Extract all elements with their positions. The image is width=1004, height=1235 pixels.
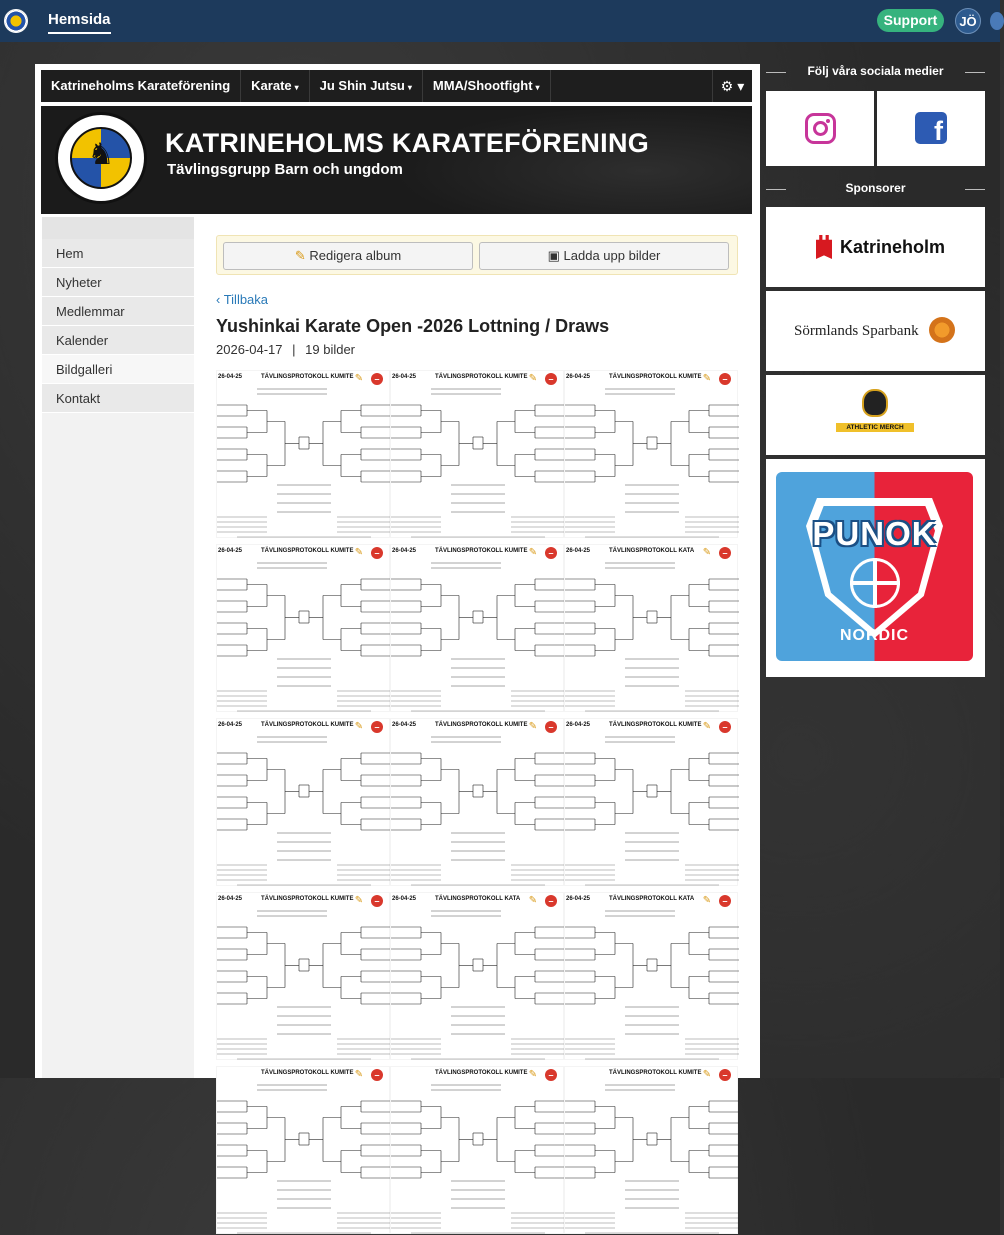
album-thumbnail[interactable]: [564, 718, 738, 886]
instagram-link[interactable]: [766, 91, 874, 166]
thumbnail-date: 26-04-25: [392, 374, 417, 380]
delete-icon[interactable]: –: [545, 895, 557, 907]
admin-toolbar: [216, 235, 738, 275]
bracket-drawing: [217, 907, 391, 1061]
club-logo-icon[interactable]: [4, 9, 28, 33]
pencil-icon[interactable]: ✎: [702, 721, 712, 732]
delete-icon[interactable]: –: [371, 1069, 383, 1081]
nav-karate-label: Karate: [251, 78, 292, 93]
home-link[interactable]: Hemsida: [48, 11, 111, 34]
image-grid: [216, 370, 738, 1080]
punok-wordmark: PUNOK: [812, 515, 937, 552]
sidebar-item-hem[interactable]: Hem: [42, 239, 194, 268]
katrineholm-crest-icon: [816, 235, 832, 259]
edit-album-button[interactable]: [223, 242, 473, 270]
sponsor-katrineholm[interactable]: [766, 207, 985, 287]
pencil-icon[interactable]: ✎: [702, 1069, 712, 1080]
main-panel: [35, 64, 760, 1078]
facebook-link[interactable]: [877, 91, 985, 166]
pencil-icon[interactable]: ✎: [354, 547, 364, 558]
bracket-drawing: [565, 733, 739, 887]
thumbnail-title: TÄVLINGSPROTOKOLL KUMITE: [435, 722, 528, 728]
chevron-down-icon: ▾: [294, 83, 299, 92]
delete-icon[interactable]: –: [371, 895, 383, 907]
sponsor-athletic-merch-name: ATHLETIC MERCH: [836, 423, 914, 432]
punok-nordic-label: NORDIC: [839, 627, 910, 644]
album-image-count: 19 bilder: [305, 342, 356, 357]
pencil-icon[interactable]: ✎: [702, 547, 712, 558]
bracket-drawing: [391, 907, 565, 1061]
pencil-icon[interactable]: ✎: [528, 1069, 538, 1080]
nav-karate[interactable]: [241, 70, 309, 102]
sidebar-item-kontakt[interactable]: Kontakt: [42, 384, 194, 413]
sponsor-katrineholm-name: Katrineholm: [840, 237, 946, 257]
pencil-icon[interactable]: ✎: [354, 895, 364, 906]
album-thumbnail[interactable]: [216, 370, 390, 538]
delete-icon[interactable]: –: [545, 1069, 557, 1081]
thumbnail-date: 26-04-25: [392, 722, 417, 728]
image-icon: ▣: [547, 248, 560, 263]
sparbank-sun-icon: [929, 317, 955, 343]
thumbnail-title: TÄVLINGSPROTOKOLL KUMITE: [261, 374, 354, 380]
settings-button[interactable]: [712, 70, 752, 102]
album-thumbnail[interactable]: [564, 892, 738, 1060]
chevron-down-icon: ▾: [535, 83, 540, 92]
punok-logo: [776, 472, 973, 661]
meta-separator: |: [292, 342, 296, 357]
album-thumbnail[interactable]: [216, 892, 390, 1060]
nav-mma[interactable]: [423, 70, 551, 102]
thumbnail-title: TÄVLINGSPROTOKOLL KUMITE: [261, 1070, 354, 1076]
album-thumbnail[interactable]: [564, 544, 738, 712]
sponsor-athletic-merch[interactable]: [766, 375, 985, 455]
thumbnail-date: 26-04-25: [392, 548, 417, 554]
chevron-down-icon: ▾: [407, 83, 412, 92]
instagram-icon: [805, 113, 836, 144]
bracket-drawing: [217, 559, 391, 713]
support-button[interactable]: Support: [877, 9, 944, 32]
album-thumbnail[interactable]: [390, 370, 564, 538]
pencil-icon[interactable]: ✎: [528, 895, 538, 906]
delete-icon[interactable]: –: [545, 373, 557, 385]
thumbnail-title: TÄVLINGSPROTOKOLL KATA: [609, 548, 695, 554]
sponsor-sormlands-sparbank[interactable]: [766, 291, 985, 371]
thumbnail-title: TÄVLINGSPROTOKOLL KUMITE: [435, 374, 528, 380]
delete-icon[interactable]: –: [719, 895, 731, 907]
bracket-drawing: [217, 1081, 391, 1235]
sidebar-item-nyheter[interactable]: Nyheter: [42, 268, 194, 297]
album-content: [216, 235, 738, 1080]
album-thumbnail[interactable]: [564, 370, 738, 538]
bracket-drawing: [565, 1081, 739, 1235]
pencil-icon[interactable]: ✎: [702, 373, 712, 384]
site-banner: [41, 106, 752, 214]
thumbnail-title: TÄVLINGSPROTOKOLL KATA: [609, 896, 695, 902]
delete-icon[interactable]: –: [371, 547, 383, 559]
nav-brand[interactable]: Katrineholms Karateförening: [41, 70, 241, 102]
bracket-drawing: [391, 385, 565, 539]
thumbnail-title: TÄVLINGSPROTOKOLL KUMITE: [435, 548, 528, 554]
edit-album-label: Redigera album: [309, 248, 402, 263]
bracket-drawing: [391, 733, 565, 887]
thumbnail-date: 26-04-25: [566, 374, 591, 380]
thumbnail-title: TÄVLINGSPROTOKOLL KUMITE: [609, 722, 702, 728]
album-thumbnail[interactable]: [390, 544, 564, 712]
social-heading: Följ våra sociala medier: [766, 64, 985, 80]
pencil-icon[interactable]: ✎: [702, 895, 712, 906]
sidebar-item-bildgalleri[interactable]: Bildgalleri: [42, 355, 194, 384]
bracket-drawing: [565, 559, 739, 713]
thumbnail-date: 26-04-25: [566, 722, 591, 728]
thumbnail-title: TÄVLINGSPROTOKOLL KUMITE: [609, 374, 702, 380]
pencil-icon[interactable]: ✎: [528, 721, 538, 732]
bracket-drawing: [565, 385, 739, 539]
back-link[interactable]: ‹ Tillbaka: [216, 292, 269, 307]
gear-icon: ⚙ ▾: [720, 78, 745, 94]
pencil-icon[interactable]: ✎: [528, 547, 538, 558]
album-thumbnail[interactable]: [216, 544, 390, 712]
bracket-drawing: [217, 385, 391, 539]
bracket-drawing: [565, 907, 739, 1061]
site-navbar: [41, 70, 752, 102]
album-thumbnail[interactable]: [390, 718, 564, 886]
album-thumbnail[interactable]: [390, 892, 564, 1060]
delete-icon[interactable]: –: [545, 547, 557, 559]
album-date: 2026-04-17: [216, 342, 283, 357]
banner-title: KATRINEHOLMS KARATEFÖRENING: [165, 128, 650, 158]
nav-jushinjutsu[interactable]: [310, 70, 423, 102]
thumbnail-date: 26-04-25: [566, 896, 591, 902]
upload-images-button[interactable]: [479, 242, 729, 270]
top-bar: [0, 0, 1000, 42]
thumbnail-date: 26-04-25: [218, 722, 243, 728]
album-meta: [216, 342, 355, 357]
delete-icon[interactable]: –: [719, 1069, 731, 1081]
app-icon[interactable]: [990, 12, 1004, 30]
bracket-drawing: [391, 559, 565, 713]
delete-icon[interactable]: –: [371, 373, 383, 385]
nav-jushinjutsu-label: Ju Shin Jutsu: [319, 78, 405, 93]
album-thumbnail[interactable]: [564, 1066, 738, 1234]
thumbnail-title: TÄVLINGSPROTOKOLL KATA: [435, 896, 521, 902]
pencil-icon[interactable]: ✎: [354, 1069, 364, 1080]
thumbnail-title: TÄVLINGSPROTOKOLL KUMITE: [261, 548, 354, 554]
thumbnail-title: TÄVLINGSPROTOKOLL KUMITE: [261, 896, 354, 902]
bracket-drawing: [217, 733, 391, 887]
pencil-icon[interactable]: ✎: [354, 721, 364, 732]
right-sidebar: [766, 64, 985, 644]
nav-mma-label: MMA/Shootfight: [432, 78, 533, 93]
delete-icon[interactable]: –: [545, 721, 557, 733]
banner-subtitle: Tävlingsgrupp Barn och ungdom: [167, 161, 403, 178]
thumbnail-date: 26-04-25: [218, 374, 243, 380]
thumbnail-date: 26-04-25: [218, 548, 243, 554]
pencil-icon[interactable]: ✎: [528, 373, 538, 384]
sponsors-heading: Sponsorer: [766, 181, 985, 197]
album-thumbnail[interactable]: [390, 1066, 564, 1234]
griffin-icon: ♞: [87, 138, 115, 171]
club-crest-logo: [55, 112, 147, 204]
side-navigation: [42, 217, 194, 1078]
pencil-icon[interactable]: ✎: [354, 373, 364, 384]
sidebar-item-kalender[interactable]: Kalender: [42, 326, 194, 355]
viking-head-icon: [862, 389, 888, 417]
thumbnail-title: TÄVLINGSPROTOKOLL KUMITE: [435, 1070, 528, 1076]
album-thumbnail[interactable]: [216, 1066, 390, 1234]
delete-icon[interactable]: –: [719, 547, 731, 559]
thumbnail-title: TÄVLINGSPROTOKOLL KUMITE: [261, 722, 354, 728]
thumbnail-date: 26-04-25: [392, 896, 417, 902]
album-thumbnail[interactable]: [216, 718, 390, 886]
thumbnail-date: 26-04-25: [218, 896, 243, 902]
upload-images-label: Ladda upp bilder: [563, 248, 661, 263]
facebook-icon: f: [915, 112, 947, 144]
sponsor-punok[interactable]: [766, 459, 985, 677]
user-avatar[interactable]: JÖ: [955, 8, 981, 34]
thumbnail-title: TÄVLINGSPROTOKOLL KUMITE: [609, 1070, 702, 1076]
banner-background: [392, 106, 752, 214]
delete-icon[interactable]: –: [719, 721, 731, 733]
athletic-merch-logo: [846, 389, 904, 439]
sponsor-sparbank-name: Sörmlands Sparbank: [794, 323, 919, 339]
sidebar-item-medlemmar[interactable]: Medlemmar: [42, 297, 194, 326]
globe-icon: [850, 558, 900, 608]
pencil-icon: ✎: [294, 248, 306, 263]
album-title: Yushinkai Karate Open -2026 Lottning / Draws: [216, 316, 610, 336]
delete-icon[interactable]: –: [719, 373, 731, 385]
bracket-drawing: [391, 1081, 565, 1235]
delete-icon[interactable]: –: [371, 721, 383, 733]
thumbnail-date: 26-04-25: [566, 548, 591, 554]
